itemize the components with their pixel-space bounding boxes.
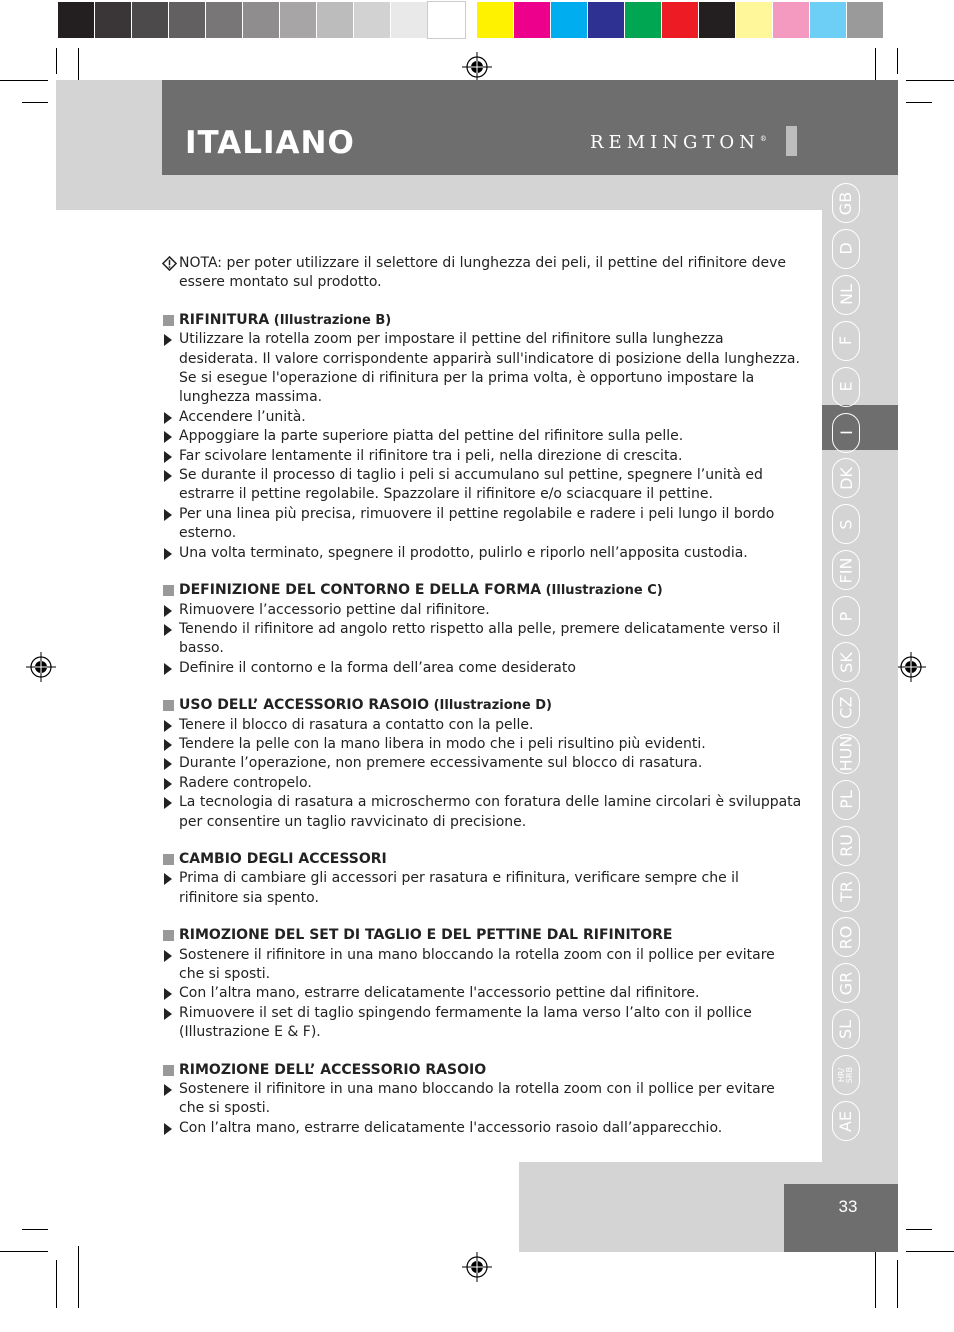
language-tab-label: TR: [836, 881, 856, 902]
note: [162, 254, 802, 293]
triangle-bullet-icon: [164, 334, 172, 346]
square-bullet-icon: [163, 700, 174, 711]
registration-mark-icon: [26, 652, 56, 682]
color-swatch: [699, 2, 736, 38]
list-item: [162, 946, 802, 985]
triangle-bullet-icon: [164, 797, 172, 809]
language-tab-i[interactable]: [832, 413, 860, 453]
triangle-bullet-icon: [164, 548, 172, 560]
crop-mark: [22, 1229, 48, 1230]
crop-mark: [56, 1260, 57, 1308]
language-tab-ro[interactable]: [832, 917, 860, 957]
color-swatch: [625, 2, 662, 38]
section-heading: [162, 1061, 802, 1080]
section-heading-text: RIMOZIONE DEL SET DI TAGLIO E DEL PETTINE DAL RIFINITORE: [179, 927, 673, 944]
section-heading: [162, 696, 802, 715]
brand-logo: [590, 132, 772, 153]
list-item: [162, 793, 802, 832]
footer-page-box: [784, 1184, 898, 1252]
language-tab-pl[interactable]: [832, 780, 860, 820]
section-heading: [162, 850, 802, 869]
page-number: 33: [838, 1197, 858, 1216]
crop-mark: [897, 48, 898, 74]
triangle-bullet-icon: [164, 451, 172, 463]
color-swatch: [662, 2, 699, 38]
language-tab-sl[interactable]: [832, 1009, 860, 1049]
list-item-text: Con l’altra mano, estrarre delicatamente l'accessorio pettine dal rifinitore.: [179, 985, 700, 1002]
registration-mark-icon: [462, 52, 492, 82]
color-swatch: [391, 2, 428, 38]
list-item: [162, 447, 802, 466]
language-tab-label: D: [836, 242, 856, 256]
square-bullet-icon: [163, 1065, 174, 1076]
list-item-text: Tendere la pelle con la mano libera in modo che i peli risultino più evidenti.: [179, 735, 706, 752]
list-item: [162, 408, 802, 427]
crop-mark: [897, 1260, 898, 1308]
language-tab-label: S: [836, 519, 856, 530]
color-swatch: [428, 2, 465, 38]
language-tab-label: I: [836, 430, 856, 435]
color-swatch: [95, 2, 132, 38]
square-bullet-icon: [163, 930, 174, 941]
language-tab-ru[interactable]: [832, 826, 860, 866]
section-heading-illustration-ref: (Illustrazione D): [429, 698, 552, 714]
language-tab-label: PL: [836, 790, 856, 809]
list-item-text: Sostenere il rifinitore in una mano bloccando la rotella zoom con il pollice per evitare che si sposti.: [179, 946, 775, 982]
list-item-text: Sostenere il rifinitore in una mano bloccando la rotella zoom con il pollice per evitare che si sposti.: [179, 1081, 775, 1117]
page-title: ITALIANO: [185, 125, 355, 161]
list-item-text: Accendere l’unità.: [179, 408, 306, 425]
crop-mark: [875, 1246, 876, 1308]
section-heading-text: USO DELL’ ACCESSORIO RASOIO: [179, 697, 430, 714]
triangle-bullet-icon: [164, 431, 172, 443]
language-tab-label: E: [836, 381, 856, 392]
square-bullet-icon: [163, 585, 174, 596]
section-heading-text: CAMBIO DEGLI ACCESSORI: [179, 850, 387, 867]
language-tab-e[interactable]: [832, 367, 860, 407]
triangle-bullet-icon: [164, 758, 172, 770]
list-item-text: Far scivolare lentamente il rifinitore tra i peli, nella direzione di crescita.: [179, 447, 683, 464]
section-heading: [162, 926, 802, 945]
list-item: [162, 427, 802, 446]
triangle-bullet-icon: [164, 1123, 172, 1135]
language-tab-label: RU: [836, 834, 856, 858]
instruction-content: [162, 254, 802, 1156]
brand-accent-bar: [786, 126, 797, 156]
list-item: [162, 774, 802, 793]
language-tab-label: SL: [836, 1019, 856, 1039]
color-swatch: [280, 2, 317, 38]
list-item: [162, 466, 802, 505]
language-tab-label: GB: [836, 191, 856, 215]
list-item: [162, 601, 802, 620]
registration-mark-icon: [896, 652, 926, 682]
brand-name: REMINGTON: [590, 132, 760, 153]
list-item-text: Rimuovere l’accessorio pettine dal rifinitore.: [179, 601, 490, 618]
list-item: [162, 869, 802, 908]
list-item-text: Definire il contorno e la forma dell’area come desiderato: [179, 659, 576, 676]
color-swatch: [206, 2, 243, 38]
section-heading-illustration-ref: (Illustrazione B): [269, 312, 392, 328]
crop-mark: [78, 1246, 79, 1308]
warning-icon: [162, 256, 177, 271]
list-item-text: Tenere il blocco di rasatura a contatto con la pelle.: [179, 716, 534, 733]
language-tab-label: DK: [836, 466, 856, 490]
section: [162, 926, 802, 1042]
crop-mark: [906, 80, 954, 81]
color-swatch: [243, 2, 280, 38]
triangle-bullet-icon: [164, 950, 172, 962]
triangle-bullet-icon: [164, 470, 172, 482]
crop-mark: [0, 1251, 48, 1252]
color-swatch: [810, 2, 847, 38]
language-tab-sk[interactable]: [832, 642, 860, 682]
triangle-bullet-icon: [164, 509, 172, 521]
square-bullet-icon: [163, 854, 174, 865]
color-swatch: [514, 2, 551, 38]
section-heading: [162, 581, 802, 600]
list-item-text: Per una linea più precisa, rimuovere il pettine regolabile e radere i peli lungo il bordo esterno.: [179, 505, 775, 542]
section: [162, 696, 802, 832]
color-swatch: [58, 2, 95, 38]
triangle-bullet-icon: [164, 988, 172, 1000]
list-item: [162, 1004, 802, 1043]
language-tab-label: RO: [836, 925, 856, 950]
triangle-bullet-icon: [164, 412, 172, 424]
language-tab-label: AE: [836, 1110, 856, 1132]
language-tab-ae[interactable]: [832, 1101, 860, 1141]
color-swatch: [773, 2, 810, 38]
list-item: [162, 754, 802, 773]
language-tab-label: NL: [836, 284, 856, 306]
color-swatch: [169, 2, 206, 38]
triangle-bullet-icon: [164, 720, 172, 732]
language-tab-label: GR: [836, 971, 856, 996]
section-heading-text: DEFINIZIONE DEL CONTORNO E DELLA FORMA: [179, 582, 542, 599]
triangle-bullet-icon: [164, 1084, 172, 1096]
list-item-text: Radere contropelo.: [179, 774, 312, 791]
list-item: [162, 735, 802, 754]
crop-mark: [906, 102, 932, 103]
list-item-text: Tenendo il rifinitore ad angolo retto rispetto alla pelle, premere delicatamente verso il basso.: [179, 620, 781, 657]
color-swatch: [132, 2, 169, 38]
crop-mark: [22, 102, 48, 103]
list-item-text: Rimuovere il set di taglio spingendo fermamente la lama verso l’alto con il pollice (Illustrazione E & F).: [179, 1004, 752, 1041]
language-tab-label: SK: [836, 651, 856, 673]
language-tab-cz[interactable]: [832, 688, 860, 728]
square-bullet-icon: [163, 315, 174, 326]
language-tab-p[interactable]: [832, 596, 860, 636]
list-item-text: Con l’altra mano, estrarre delicatamente l'accessorio rasoio dall’apparecchio.: [179, 1119, 723, 1136]
section-heading-illustration-ref: (Illustrazione C): [541, 583, 663, 599]
language-tab-fin[interactable]: [832, 550, 860, 590]
language-tab-s[interactable]: [832, 504, 860, 544]
triangle-bullet-icon: [164, 778, 172, 790]
list-item: [162, 505, 802, 544]
crop-mark: [56, 48, 57, 74]
triangle-bullet-icon: [164, 739, 172, 751]
triangle-bullet-icon: [164, 605, 172, 617]
color-swatch: [354, 2, 391, 38]
list-item-text: Utilizzare la rotella zoom per impostare il pettine del rifinitore sulla lunghezza desiderata. Il valore corrispondente apparirà sull'indicatore di posizione della lunghezza. Se si esegue l'operazione di rifinitura per la prima volta, è opportuno impostare la lunghezza massima.: [179, 331, 800, 406]
language-tab-hr-srb[interactable]: [832, 1055, 860, 1095]
crop-mark: [906, 1229, 932, 1230]
section-heading-text: RIMOZIONE DELL’ ACCESSORIO RASOIO: [179, 1061, 487, 1078]
list-item: [162, 330, 802, 408]
list-item-text: Durante l’operazione, non premere eccessivamente sul blocco di rasatura.: [179, 755, 703, 772]
language-tab-gr[interactable]: [832, 963, 860, 1003]
section: [162, 850, 802, 908]
language-tab-label: P: [836, 611, 856, 621]
language-tab-d[interactable]: [832, 229, 860, 269]
language-tab-dk[interactable]: [832, 458, 860, 498]
triangle-bullet-icon: [164, 663, 172, 675]
list-item-text: La tecnologia di rasatura a microschermo con foratura delle lamine circolari è sviluppata per consentire un taglio ravvicinato di precisione.: [179, 794, 802, 830]
language-tab-hun[interactable]: [832, 734, 860, 774]
section: [162, 581, 802, 678]
registration-mark-icon: [462, 1252, 492, 1282]
language-tab-label: CZ: [836, 696, 856, 719]
color-calibration-bar: [58, 2, 884, 38]
color-swatch-gap: [465, 2, 477, 38]
language-tab-label: FIN: [836, 557, 856, 584]
color-swatch: [551, 2, 588, 38]
section-heading-text: RIFINITURA: [179, 311, 270, 328]
language-tab-nl[interactable]: [832, 275, 860, 315]
list-item: [162, 984, 802, 1003]
language-tab-gb[interactable]: [832, 183, 860, 223]
color-swatch: [736, 2, 773, 38]
language-tab-f[interactable]: [832, 321, 860, 361]
color-swatch: [317, 2, 354, 38]
section: [162, 1061, 802, 1139]
language-tab-tr[interactable]: [832, 872, 860, 912]
language-tab-label: HR/ SRB: [837, 1067, 854, 1084]
crop-mark: [906, 1251, 954, 1252]
color-swatch: [847, 2, 884, 38]
list-item: [162, 716, 802, 735]
note-text: NOTA: per poter utilizzare il selettore di lunghezza dei peli, il pettine del rifinitore deve essere montato sul prodotto.: [179, 255, 786, 291]
list-item: [162, 659, 802, 678]
list-item: [162, 1080, 802, 1119]
list-item: [162, 544, 802, 563]
triangle-bullet-icon: [164, 873, 172, 885]
list-item-text: Se durante il processo di taglio i peli si accumulano sul pettine, spegnere l’unità ed estrarre il pettine regolabile. Spazzolare il rifinitore e/o sciacquare il pettine.: [179, 467, 763, 503]
sections: [162, 311, 802, 1138]
section: [162, 311, 802, 563]
crop-mark: [0, 80, 48, 81]
triangle-bullet-icon: [164, 624, 172, 636]
color-swatch: [588, 2, 625, 38]
color-swatch: [477, 2, 514, 38]
list-item-text: Prima di cambiare gli accessori per rasatura e rifinitura, verificare sempre che il rifinitore sia spento.: [179, 870, 739, 906]
language-tab-label: HUN: [836, 735, 856, 772]
brand-registered-mark: ®: [759, 135, 772, 143]
triangle-bullet-icon: [164, 1008, 172, 1020]
list-item-text: Una volta terminato, spegnere il prodotto, pulirlo e riporlo nell’apposita custodia.: [179, 544, 748, 561]
list-item-text: Appoggiare la parte superiore piatta del pettine del rifinitore sulla pelle.: [179, 428, 684, 445]
list-item: [162, 1119, 802, 1138]
language-tab-label: F: [836, 336, 856, 346]
list-item: [162, 620, 802, 659]
section-heading: [162, 311, 802, 330]
